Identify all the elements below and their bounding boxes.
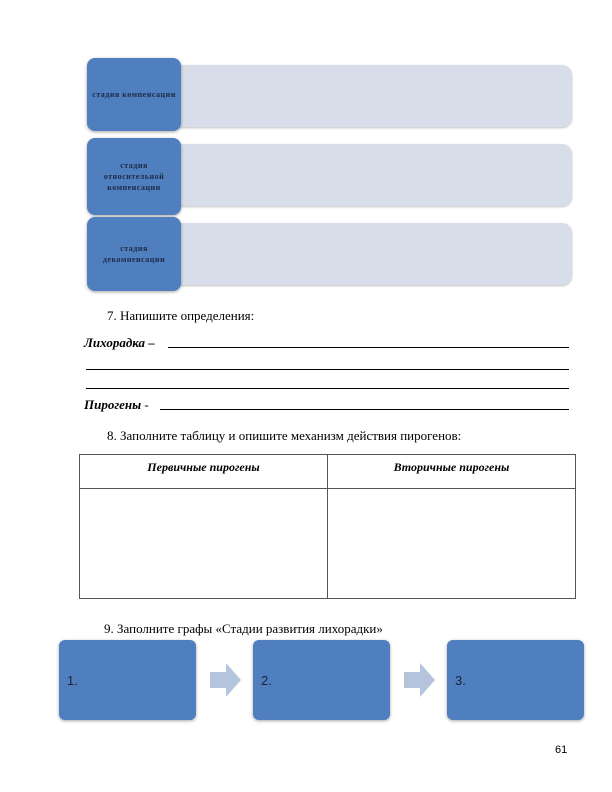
fever-stage-box-3[interactable]: 3. [447, 640, 584, 720]
stage-label: стадия компенсации [87, 58, 181, 131]
term-fever [84, 335, 155, 351]
term-pyrogens [84, 397, 149, 413]
term-fever-label: Лихорадка [84, 335, 146, 350]
pyrogens-table [79, 454, 576, 599]
fever-stage-box-2[interactable]: 2. [253, 640, 390, 720]
answer-line[interactable] [86, 388, 569, 389]
column-header-secondary: Вторичные пирогены [328, 455, 576, 489]
secondary-pyrogens-cell[interactable] [328, 489, 576, 599]
primary-pyrogens-cell[interactable] [80, 489, 328, 599]
arrow-right-icon [404, 663, 436, 697]
arrow-right-icon [210, 663, 242, 697]
question-9-title: 9. Заполните графы «Стадии развития лихорадки» [104, 621, 383, 636]
answer-line[interactable] [86, 369, 569, 370]
fever-stage-box-1[interactable]: 1. [59, 640, 196, 720]
stage-label: стадия декомпенсации [87, 217, 181, 291]
term-pyrogens-label: Пирогены [84, 397, 142, 412]
column-header-primary: Первичные пирогены [80, 455, 328, 489]
term-fever-dash: – [145, 335, 155, 350]
answer-line[interactable] [160, 409, 569, 410]
stage-label: стадия относительной компенсации [87, 138, 181, 215]
page-number: 61 [555, 744, 568, 756]
answer-line[interactable] [168, 347, 569, 348]
question-7-title: 7. Напишите определения: [107, 308, 255, 323]
term-pyrogens-dash: - [141, 397, 149, 412]
question-8-title: 8. Заполните таблицу и опишите механизм действия пирогенов: [107, 428, 462, 443]
